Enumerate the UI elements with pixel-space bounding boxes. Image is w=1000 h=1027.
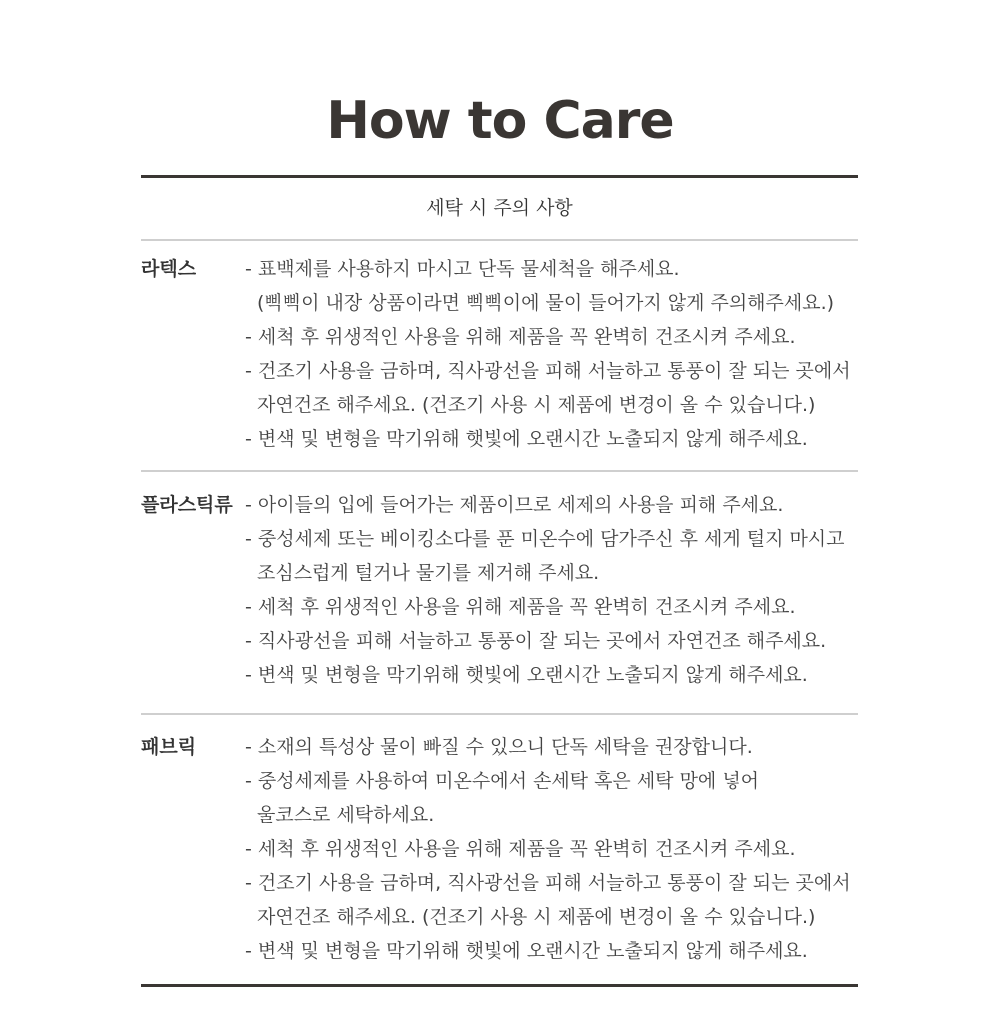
care-line: - 직사광선을 피해 서늘하고 통풍이 잘 되는 곳에서 자연건조 해주세요. — [245, 630, 827, 652]
care-line: - 표백제를 사용하지 마시고 단독 물세척을 해주세요. — [245, 258, 680, 280]
section-divider — [141, 713, 858, 715]
care-line: - 변색 및 변형을 막기위해 햇빛에 오랜시간 노출되지 않게 해주세요. — [245, 940, 808, 962]
section-label-plastic: 플라스틱류 — [141, 494, 233, 516]
care-line: - 세척 후 위생적인 사용을 위해 제품을 꼭 완벽히 건조시켜 주세요. — [245, 326, 796, 348]
care-line: - 소재의 특성상 물이 빠질 수 있으니 단독 세탁을 권장합니다. — [245, 736, 753, 758]
care-line: - 중성세제를 사용하여 미온수에서 손세탁 혹은 세탁 망에 넣어 — [245, 770, 760, 792]
care-line: - 건조기 사용을 금하며, 직사광선을 피해 서늘하고 통풍이 잘 되는 곳에서 — [245, 872, 851, 894]
section-label-latex: 라텍스 — [141, 258, 197, 280]
care-line: - 중성세제 또는 베이킹소다를 푼 미온수에 담가주신 후 세게 털지 마시고 — [245, 528, 845, 550]
care-line: 자연건조 해주세요. (건조기 사용 시 제품에 변경이 올 수 있습니다.) — [257, 906, 816, 928]
top-divider — [141, 175, 858, 178]
section-lines-plastic — [245, 488, 865, 692]
care-line: - 건조기 사용을 금하며, 직사광선을 피해 서늘하고 통풍이 잘 되는 곳에서 — [245, 360, 851, 382]
care-line: 자연건조 해주세요. (건조기 사용 시 제품에 변경이 올 수 있습니다.) — [257, 394, 816, 416]
section-lines-fabric — [245, 730, 865, 968]
section-divider — [141, 470, 858, 472]
care-line: - 세척 후 위생적인 사용을 위해 제품을 꼭 완벽히 건조시켜 주세요. — [245, 838, 796, 860]
care-line: - 세척 후 위생적인 사용을 위해 제품을 꼭 완벽히 건조시켜 주세요. — [245, 596, 796, 618]
page-title: How to Care — [326, 91, 674, 151]
care-line: 울코스로 세탁하세요. — [257, 804, 435, 826]
care-line: (삑삑이 내장 상품이라면 삑삑이에 물이 들어가지 않게 주의해주세요.) — [257, 292, 835, 314]
care-line: - 변색 및 변형을 막기위해 햇빛에 오랜시간 노출되지 않게 해주세요. — [245, 428, 808, 450]
subheading-divider — [141, 239, 858, 241]
care-line: 조심스럽게 털거나 물기를 제거해 주세요. — [257, 562, 600, 584]
care-line: - 아이들의 입에 들어가는 제품이므로 세제의 사용을 피해 주세요. — [245, 494, 784, 516]
section-label-fabric: 패브릭 — [141, 736, 197, 758]
section-lines-latex — [245, 252, 865, 456]
care-subheading: 세탁 시 주의 사항 — [426, 197, 573, 219]
bottom-divider — [141, 984, 858, 987]
care-line: - 변색 및 변형을 막기위해 햇빛에 오랜시간 노출되지 않게 해주세요. — [245, 664, 808, 686]
